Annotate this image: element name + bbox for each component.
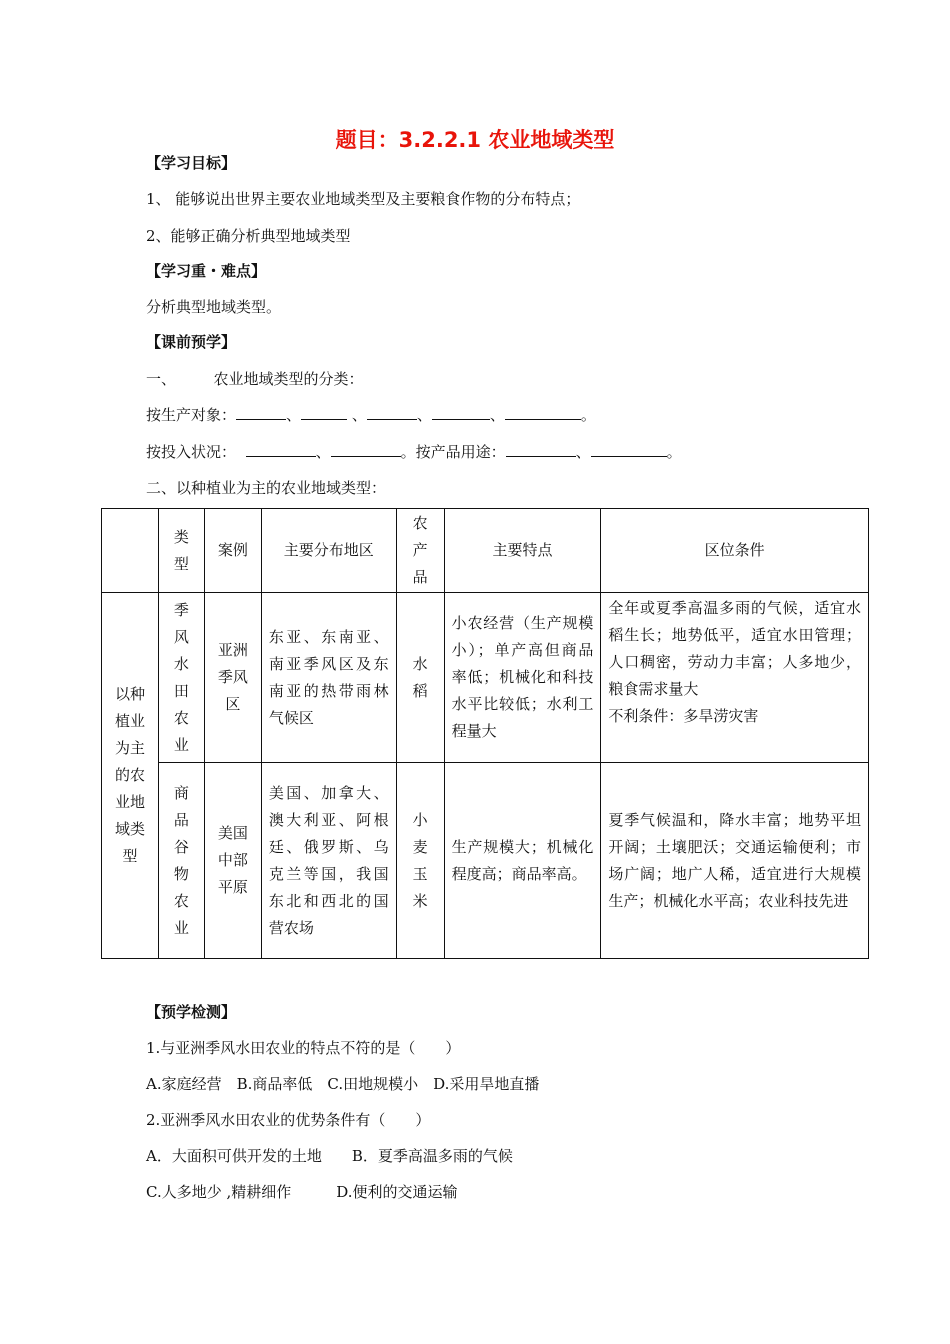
blank-field[interactable] [331,442,401,457]
row-location: 夏季气候温和，降水丰富；地势平坦开阔；土壤肥沃；交通运输便利；市场广阔；地广人稀，适宜进行大规模生产；机械化水平高；农业科技先进 [608,810,861,910]
question-1: 1.与亚洲季风水田农业的特点不符的是（ ） [146,1039,461,1057]
blank-field[interactable] [301,405,347,420]
keypoints-heading: 【学习重・难点】 [146,262,267,280]
blank-field[interactable] [591,442,667,457]
keypoints-text: 分析典型地域类型。 [146,298,282,316]
blank-field[interactable] [505,405,581,420]
row-region: 东亚、东南亚、南亚季风区及东南亚的热带雨林气候区 [268,627,389,727]
question-2-options-ab: A．大面积可供开发的土地 B．夏季高温多雨的气候 [146,1147,513,1165]
row-type: 商品谷物农业 [173,783,189,937]
row-region: 美国、加拿大、澳大利亚、阿根廷、俄罗斯、乌克兰等国，我国东北和西北的国营农场 [268,783,389,937]
check-heading: 【预学检测】 [146,1003,237,1021]
preview-section-1: 一、 农业地域类型的分类： [146,370,364,388]
table-row [102,593,869,763]
preview-heading: 【课前预学】 [146,333,237,351]
by-object-line: 按生产对象： 、 、 、 、 。 [146,406,596,424]
row-case: 美国中部平原 [217,824,248,896]
table-header-row [102,509,869,593]
row-case: 亚洲季风区 [217,641,248,713]
objective-item-1: 1、 能够说出世界主要农业地域类型及主要粮食作物的分布特点； [146,190,581,208]
agriculture-table [101,508,869,959]
blank-field[interactable] [246,442,316,457]
header-feature: 主要特点 [492,541,553,559]
row-product: 水稻 [412,654,428,700]
by-input-label: 按投入状况： [146,443,237,461]
objective-item-2: 2、能够正确分析典型地域类型 [146,227,351,245]
table-row [102,763,869,959]
row-product: 小麦玉米 [412,810,428,910]
page-title: 题目：3.2.2.1 农业地域类型 [335,128,615,152]
by-use-label: 。按产品用途： [400,443,506,461]
header-case: 案例 [217,541,248,559]
question-1-options: A.家庭经营 B.商品率低 C.田地规模小 D.采用旱地直播 [146,1075,540,1093]
row-feature: 生产规模大；机械化程度高；商品率高。 [451,837,594,883]
blank-field[interactable] [367,405,417,420]
header-empty-cell [102,509,159,593]
by-object-label: 按生产对象： [146,406,237,424]
header-product: 农产品 [412,514,428,586]
row-feature: 小农经营（生产规模小）；单产高但商品率低；机械化和科技水平比较低；水利工程量大 [451,614,594,740]
header-location: 区位条件 [704,541,765,559]
row-location: 全年或夏季高温多雨的气候，适宜水稻生长；地势低平，适宜水田管理；人口稠密，劳动力丰富；人多地少，粮食需求量大 不利条件：多旱涝灾害 [608,599,861,725]
row-type: 季风水田农业 [173,600,189,754]
blank-field[interactable] [506,442,576,457]
preview-section-2: 二、以种植业为主的农业地域类型： [146,479,387,497]
header-type: 类型 [173,527,189,573]
group-label: 以种植业为主的农业地域类型 [114,685,145,865]
header-region: 主要分布地区 [283,541,374,559]
row-location-extra: 不利条件：多旱涝灾害 [608,707,759,725]
objectives-heading: 【学习目标】 [146,154,237,172]
question-2-options-cd: C.人多地少 ,精耕细作 D.便利的交通运输 [146,1183,458,1201]
question-2: 2.亚洲季风水田农业的优势条件有（ ） [146,1111,431,1129]
blank-field[interactable] [236,405,286,420]
by-input-line: 按投入状况： 、 。按产品用途： 、 。 [146,443,682,461]
blank-field[interactable] [432,405,490,420]
